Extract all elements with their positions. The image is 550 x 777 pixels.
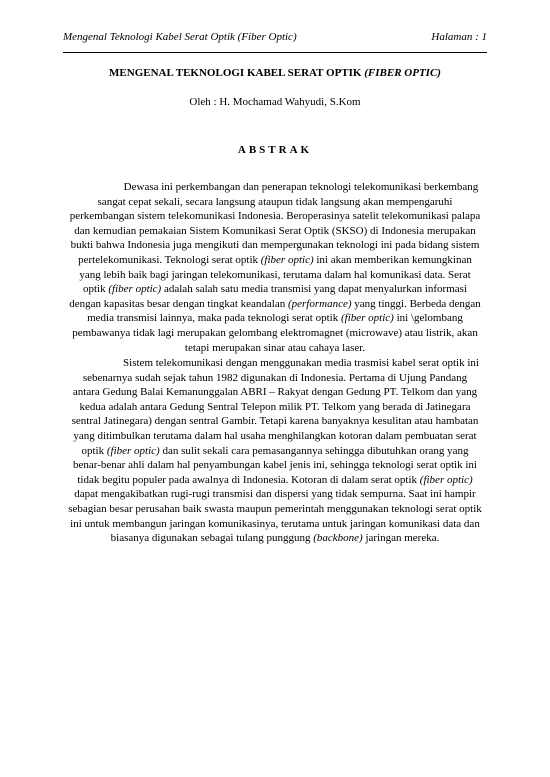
italic-term: (fiber optic) — [108, 283, 162, 296]
header-divider — [63, 52, 487, 53]
text-run: media transmisi lainnya, maka pada teknologi serat optik — [87, 312, 341, 325]
text-line: benar-benar ahli dalam hal penyambungan kabel jenis ini, sehingga teknologi serat optik ini — [73, 459, 477, 472]
text-line: dan kemudian pemakaian Sistem Komunikasi Serat Optik (SKSO) di Indonesia merupakan — [74, 224, 476, 237]
text-line: yang lebih baik bagi jaringan telekomunikasi, terutama dalam hal komunikasi data. Serat — [79, 268, 471, 281]
paper-title — [63, 66, 487, 80]
paper-title-italic: (FIBER OPTIC) — [364, 67, 441, 79]
italic-term: (fiber optic) — [419, 473, 473, 486]
text-line: sentral Jatinegara) dengan sentral Gambir. Tetapi karena banyaknya kesulitan atau hambatan — [71, 415, 479, 428]
text-run: biasanya digunakan sebagai tulang punggung — [110, 532, 314, 545]
text-line — [61, 311, 489, 326]
text-line: pembawanya tidak lagi merupakan gelombang elektromagnet (microwave) atau listrik, akan — [72, 326, 478, 339]
italic-term: (backbone) — [313, 532, 363, 545]
text-run: ini akan memberikan kemungkinan — [313, 253, 472, 266]
text-line: Sistem telekomunikasi dengan menggunakan media trasmisi kabel serat optik ini — [123, 357, 479, 369]
text-run: yang tinggi. Berbeda dengan — [351, 297, 481, 310]
text-line: sebagian besar perusahan baik swasta maupun pemerintah menggunakan teknologi serat optik — [68, 502, 482, 515]
text-run: dengan kapasitas besar dengan tingkat keandalan — [69, 297, 288, 310]
text-run: optik — [81, 444, 107, 457]
text-line: perkembangan sistem telekomunikasi Indonesia. Beroperasinya satelit telekomunikasi palapa — [69, 210, 481, 223]
text-line: yang ditimbulkan terutama dalam hal usaha menghilangkan kotoran dalam pembuatan serat — [73, 429, 477, 442]
text-line — [61, 444, 489, 459]
text-line: tetapi merupakan sinar atau cahaya laser. — [184, 341, 366, 354]
text-line: sebenarnya sudah sejak tahun 1982 digunakan di Indonesia. Pertama di Ujung Pandang — [82, 371, 468, 384]
text-line: antara Gedung Balai Kemanunggalan ABRI – Rakyat dengan Gedung PT. Telkom dan yang — [72, 386, 478, 399]
paper-title-main: MENGENAL TEKNOLOGI KABEL SERAT OPTIK — [109, 67, 365, 79]
header-document-title: Mengenal Teknologi Kabel Serat Optik (Fiber Optic) — [63, 31, 297, 43]
abstract-paragraph-1 — [61, 180, 489, 355]
text-run: dan sulit sekali cara pemasangannya sehingga dibutuhkan orang yang — [159, 444, 469, 457]
text-line: sangat cepat sekali, secara langsung ataupun tidak langsung akan mempengaruhi — [97, 195, 453, 208]
text-run: ini \gelombang — [393, 312, 463, 325]
text-line: kedua adalah antara Gedung Sentral Telepon milik PT. Telkom yang berada di Jatinegara — [79, 400, 471, 413]
author-line: Oleh : H. Mochamad Wahyudi, S.Kom — [189, 96, 361, 108]
text-run: jaringan mereka. — [362, 532, 440, 545]
italic-term: (fiber optic) — [260, 253, 314, 266]
header-page-number: Halaman : 1 — [431, 31, 487, 43]
text-line — [61, 253, 489, 268]
text-line — [61, 473, 489, 488]
abstract-paragraph-2 — [61, 356, 489, 546]
text-line: dapat mengakibatkan rugi-rugi transmisi dan dispersi yang tidak sempurna. Saat ini hampir — [74, 488, 476, 501]
text-line: bukti bahwa Indonesia juga mengikuti dan mempergunakan teknologi ini pada bidang sistem — [70, 239, 480, 252]
text-run: pertelekomunikasi. Teknologi serat optik — [78, 253, 261, 266]
text-run: adalah salah satu media transmisi yang dapat menyalurkan informasi — [161, 283, 467, 296]
italic-term: (fiber optic) — [106, 444, 160, 457]
text-line — [61, 282, 489, 297]
abstract-heading: ABSTRAK — [237, 144, 313, 156]
text-line: ini untuk membangun jaringan komunikasinya, terutama untuk jaringan komunikasi data dan — [70, 517, 480, 530]
italic-term: (performance) — [287, 297, 352, 310]
text-line — [61, 531, 489, 546]
italic-term: (fiber optic) — [340, 312, 394, 325]
running-header — [63, 30, 487, 46]
text-line: Dewasa ini perkembangan dan penerapan teknologi telekomunikasi berkembang — [123, 181, 479, 193]
text-run: tidak begitu populer pada awalnya di Indonesia. Kotoran di dalam serat optik — [77, 473, 420, 486]
text-line — [61, 297, 489, 312]
text-run: optik — [83, 283, 109, 296]
